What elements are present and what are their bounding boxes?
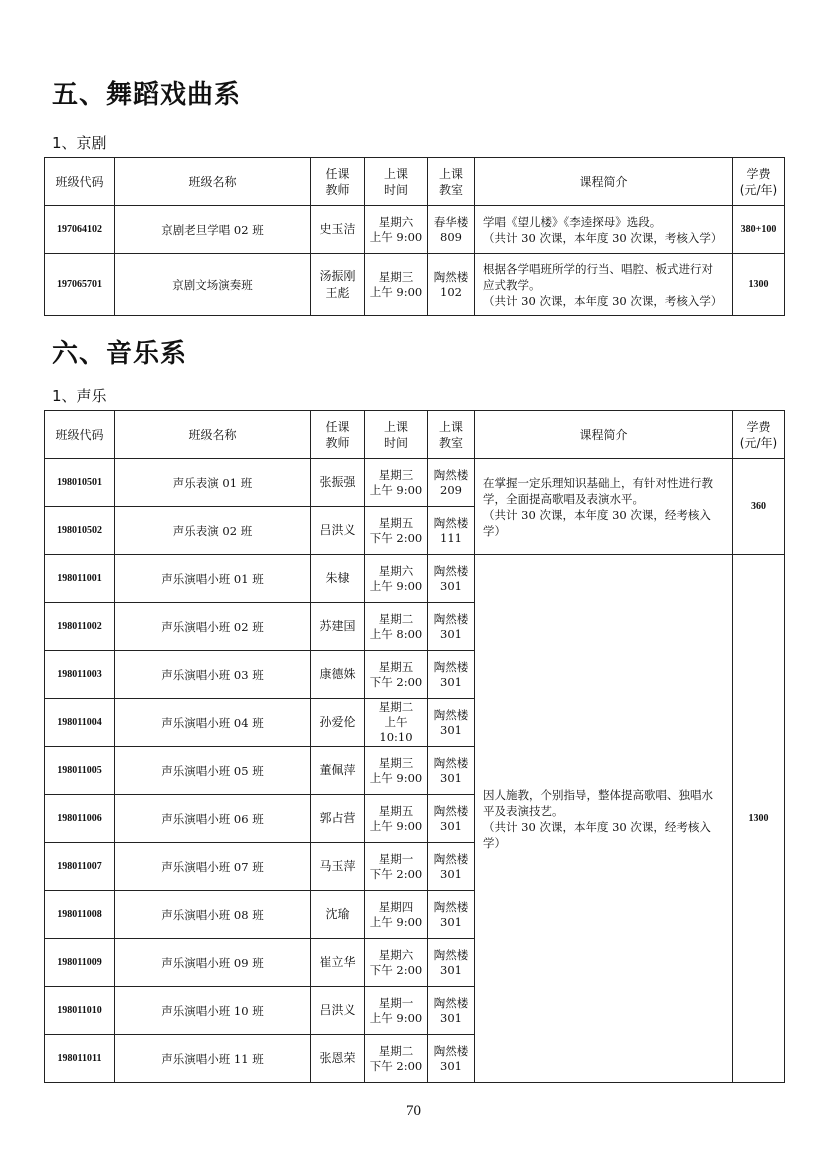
class-code: 198011002	[45, 603, 115, 651]
teacher: 孙爱伦	[311, 699, 365, 747]
subsection-title-peking-opera: 1、京剧	[52, 134, 107, 152]
class-name: 声乐演唱小班 06 班	[115, 795, 311, 843]
subsection-title-vocal: 1、声乐	[52, 387, 107, 405]
teacher: 吕洪义	[311, 507, 365, 555]
classroom: 陶然楼 301	[428, 651, 475, 699]
header-teacher: 任课 教师	[311, 158, 365, 206]
class-name: 声乐演唱小班 05 班	[115, 747, 311, 795]
header-name: 班级名称	[115, 158, 311, 206]
classroom: 陶然楼 301	[428, 699, 475, 747]
classroom: 陶然楼 301	[428, 891, 475, 939]
header-code: 班级代码	[45, 411, 115, 459]
class-time: 星期六 上午 9:00	[365, 206, 428, 254]
teacher: 吕洪义	[311, 987, 365, 1035]
course-intro: 根据各学唱班所学的行当、唱腔、板式进行对应式教学。 （共计 30 次课，本年度 30 次课，考核入学）	[475, 254, 733, 316]
classroom: 陶然楼 301	[428, 843, 475, 891]
table-header-row	[45, 411, 785, 459]
class-name: 声乐演唱小班 08 班	[115, 891, 311, 939]
class-code: 198011007	[45, 843, 115, 891]
class-time: 星期二 下午 2:00	[365, 1035, 428, 1083]
teacher: 苏建国	[311, 603, 365, 651]
classroom: 陶然楼 209	[428, 459, 475, 507]
header-time: 上课 时间	[365, 158, 428, 206]
header-intro: 课程简介	[475, 411, 733, 459]
table-header-row	[45, 158, 785, 206]
peking-opera-table	[44, 157, 785, 316]
class-time: 星期六 下午 2:00	[365, 939, 428, 987]
course-intro: 在掌握一定乐理知识基础上，有针对性进行教学，全面提高歌唱及表演水平。 （共计 30 次课，本年度 30 次课，经考核入学）	[475, 459, 733, 555]
tuition-fee: 360	[733, 459, 785, 555]
class-time: 星期三 上午 9:00	[365, 459, 428, 507]
page-number: 70	[406, 1103, 421, 1119]
teacher: 马玉萍	[311, 843, 365, 891]
class-name: 京剧文场演奏班	[115, 254, 311, 316]
class-code: 198011004	[45, 699, 115, 747]
class-code: 197065701	[45, 254, 115, 316]
course-intro: 因人施教，个别指导，整体提高歌唱、独唱水平及表演技艺。 （共计 30 次课，本年度 30 次课，经考核入学）	[475, 555, 733, 1083]
class-code: 198011005	[45, 747, 115, 795]
classroom: 陶然楼 301	[428, 747, 475, 795]
class-time: 星期五 上午 9:00	[365, 795, 428, 843]
class-code: 198011006	[45, 795, 115, 843]
class-time: 星期二 上午 8:00	[365, 603, 428, 651]
teacher: 康德姝	[311, 651, 365, 699]
header-room: 上课 教室	[428, 411, 475, 459]
header-fee: 学费 (元/年)	[733, 158, 785, 206]
classroom: 陶然楼 301	[428, 555, 475, 603]
teacher: 张恩荣	[311, 1035, 365, 1083]
teacher: 朱棣	[311, 555, 365, 603]
class-code: 198010502	[45, 507, 115, 555]
class-time: 星期三 上午 9:00	[365, 254, 428, 316]
class-code: 198011011	[45, 1035, 115, 1083]
header-code: 班级代码	[45, 158, 115, 206]
class-name: 声乐演唱小班 03 班	[115, 651, 311, 699]
class-code: 198011009	[45, 939, 115, 987]
class-code: 198011008	[45, 891, 115, 939]
header-teacher: 任课 教师	[311, 411, 365, 459]
classroom: 陶然楼 111	[428, 507, 475, 555]
class-time: 星期二 上午 10:10	[365, 699, 428, 747]
class-name: 声乐演唱小班 10 班	[115, 987, 311, 1035]
class-name: 京剧老旦学唱 02 班	[115, 206, 311, 254]
class-time: 星期五 下午 2:00	[365, 651, 428, 699]
teacher: 郭占营	[311, 795, 365, 843]
class-time: 星期四 上午 9:00	[365, 891, 428, 939]
header-intro: 课程简介	[475, 158, 733, 206]
class-name: 声乐表演 02 班	[115, 507, 311, 555]
class-code: 198010501	[45, 459, 115, 507]
teacher: 崔立华	[311, 939, 365, 987]
class-name: 声乐演唱小班 11 班	[115, 1035, 311, 1083]
teacher: 史玉洁	[311, 206, 365, 254]
classroom: 陶然楼 301	[428, 795, 475, 843]
class-time: 星期六 上午 9:00	[365, 555, 428, 603]
class-name: 声乐演唱小班 07 班	[115, 843, 311, 891]
table-row	[45, 254, 785, 316]
header-fee: 学费 (元/年)	[733, 411, 785, 459]
tuition-fee: 1300	[733, 555, 785, 1083]
tuition-fee: 1300	[733, 254, 785, 316]
class-code: 197064102	[45, 206, 115, 254]
class-time: 星期一 下午 2:00	[365, 843, 428, 891]
class-name: 声乐演唱小班 01 班	[115, 555, 311, 603]
table-row	[45, 555, 785, 603]
vocal-table	[44, 410, 785, 1083]
class-time: 星期一 上午 9:00	[365, 987, 428, 1035]
table-row	[45, 206, 785, 254]
header-room: 上课 教室	[428, 158, 475, 206]
classroom: 陶然楼 301	[428, 1035, 475, 1083]
class-name: 声乐演唱小班 09 班	[115, 939, 311, 987]
course-intro: 学唱《望儿楼》《李逵探母》选段。 （共计 30 次课，本年度 30 次课，考核入学）	[475, 206, 733, 254]
class-code: 198011010	[45, 987, 115, 1035]
teacher: 董佩萍	[311, 747, 365, 795]
class-time: 星期五 下午 2:00	[365, 507, 428, 555]
class-code: 198011001	[45, 555, 115, 603]
classroom: 春华楼 809	[428, 206, 475, 254]
table-row	[45, 459, 785, 507]
classroom: 陶然楼 301	[428, 939, 475, 987]
class-name: 声乐表演 01 班	[115, 459, 311, 507]
section-title-dance-opera: 五、舞蹈戏曲系	[52, 80, 242, 110]
class-name: 声乐演唱小班 04 班	[115, 699, 311, 747]
classroom: 陶然楼 102	[428, 254, 475, 316]
teacher: 沈瑜	[311, 891, 365, 939]
teacher: 张振强	[311, 459, 365, 507]
class-time: 星期三 上午 9:00	[365, 747, 428, 795]
teacher: 汤振刚 王彪	[311, 254, 365, 316]
class-name: 声乐演唱小班 02 班	[115, 603, 311, 651]
header-time: 上课 时间	[365, 411, 428, 459]
classroom: 陶然楼 301	[428, 987, 475, 1035]
header-name: 班级名称	[115, 411, 311, 459]
class-code: 198011003	[45, 651, 115, 699]
classroom: 陶然楼 301	[428, 603, 475, 651]
tuition-fee: 380+100	[733, 206, 785, 254]
section-title-music: 六、音乐系	[52, 339, 188, 369]
